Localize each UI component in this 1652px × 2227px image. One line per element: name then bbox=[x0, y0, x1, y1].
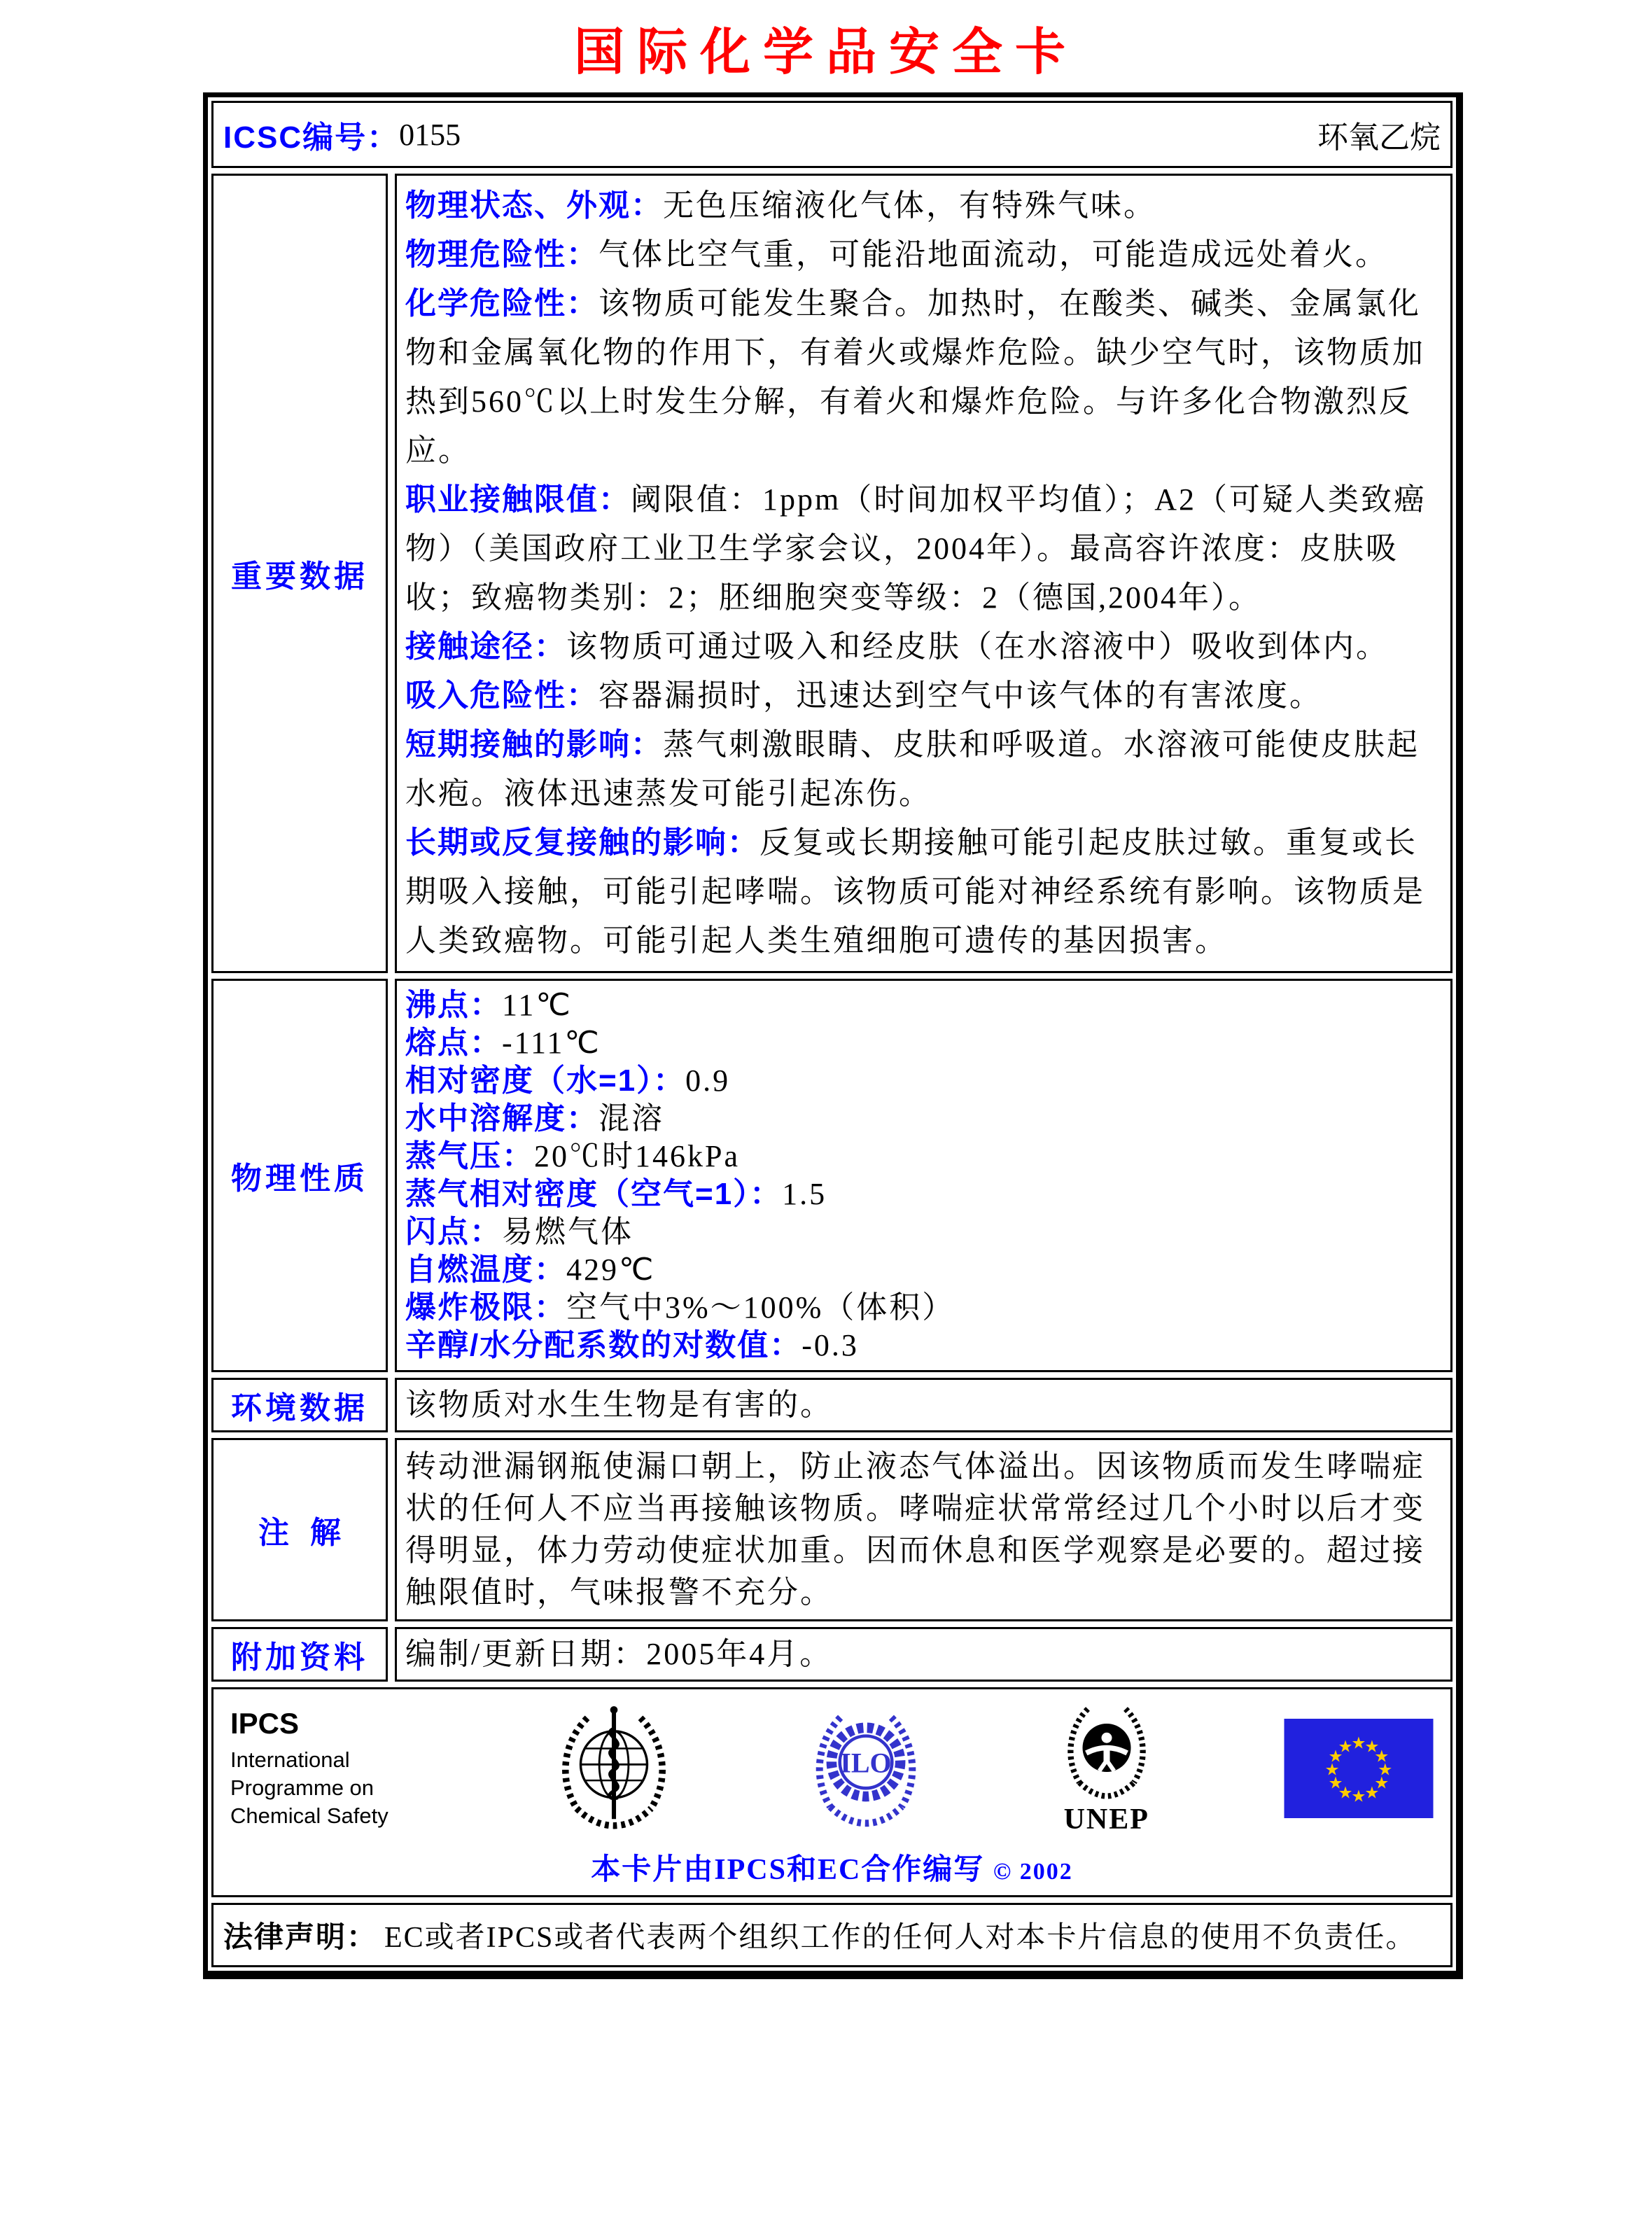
property-entry bbox=[405, 1327, 1442, 1364]
additional-info-content: 编制/更新日期：2005年4月。 bbox=[395, 1627, 1452, 1682]
svg-text:★: ★ bbox=[1364, 1738, 1380, 1757]
property-label: 爆炸极限： bbox=[405, 1290, 566, 1325]
entry-text: 蒸气刺激眼睛、皮肤和呼吸道。水溶液可能使皮肤起水疱。液体迅速蒸发可能引起冻伤。 bbox=[405, 727, 1420, 811]
property-value: 429℃ bbox=[566, 1252, 656, 1287]
data-entry bbox=[405, 279, 1442, 475]
svg-text:★: ★ bbox=[1338, 1738, 1353, 1757]
ipcs-block bbox=[230, 1707, 426, 1830]
svg-text:★: ★ bbox=[1374, 1774, 1390, 1793]
property-label: 熔点： bbox=[405, 1026, 502, 1060]
property-label: 辛醇/水分配系数的对数值： bbox=[405, 1328, 802, 1362]
who-logo-icon bbox=[547, 1702, 680, 1835]
entry-label: 接触途径： bbox=[405, 629, 566, 664]
important-data-row-label: 重要数据 bbox=[211, 174, 388, 973]
property-entry bbox=[405, 1100, 1442, 1138]
environmental-data-row bbox=[211, 1378, 1452, 1432]
property-entry bbox=[405, 1251, 1442, 1289]
unep-logo-block bbox=[1051, 1701, 1163, 1836]
property-label: 蒸气压： bbox=[405, 1139, 534, 1173]
important-data-row bbox=[211, 174, 1452, 973]
property-value: 易燃气体 bbox=[502, 1215, 634, 1249]
legal-text: EC或者IPCS或者代表两个组织工作的任何人对本卡片信息的使用不负责任。 bbox=[384, 1922, 1417, 1954]
eu-flag-icon bbox=[1284, 1719, 1434, 1818]
property-value: 空气中3%～100%（体积） bbox=[566, 1290, 955, 1325]
unep-logo-icon bbox=[1051, 1701, 1163, 1806]
legal-row bbox=[211, 1903, 1452, 1967]
environmental-data-row-label: 环境数据 bbox=[211, 1378, 388, 1432]
entry-text: 该物质可能发生聚合。加热时，在酸类、碱类、金属氯化物和金属氧化物的作用下，有着火或爆炸危险。缺少空气时，该物质加热到560℃以上时发生分解，有着火和爆炸危险。与许多化合物激烈反应。 bbox=[405, 286, 1425, 468]
additional-info-row-label: 附加资料 bbox=[211, 1627, 388, 1682]
property-entry bbox=[405, 1213, 1442, 1251]
property-entry bbox=[405, 1289, 1442, 1327]
svg-text:★: ★ bbox=[1328, 1747, 1343, 1766]
entry-text: 阈限值：1ppm（时间加权平均值）；A2（可疑人类致癌物）（美国政府工业卫生学家会议，2004年）。最高容许浓度：皮肤吸收；致癌物类别：2；胚细胞突变等级：2（德国,2004年）。 bbox=[405, 482, 1427, 615]
property-label: 水中溶解度： bbox=[405, 1101, 598, 1136]
cooperation-credit bbox=[230, 1846, 1434, 1888]
property-value: 11℃ bbox=[502, 988, 573, 1022]
property-entry bbox=[405, 1175, 1442, 1213]
additional-info-row bbox=[211, 1627, 1452, 1682]
important-data-content bbox=[395, 174, 1452, 973]
property-entry bbox=[405, 1024, 1442, 1062]
icsc-card-page bbox=[0, 11, 1652, 2227]
page-title: 国际化学品安全卡 bbox=[573, 25, 1078, 81]
ilo-logo-icon bbox=[802, 1705, 930, 1832]
icsc-card-table bbox=[203, 92, 1463, 1979]
property-label: 闪点： bbox=[405, 1215, 502, 1249]
chemical-name: 环氧乙烷 bbox=[1317, 120, 1441, 155]
svg-text:★: ★ bbox=[1324, 1761, 1340, 1780]
data-entry bbox=[405, 622, 1442, 671]
entry-text: 该物质可通过吸入和经皮肤（在水溶液中）吸收到体内。 bbox=[566, 629, 1389, 664]
legal-cell bbox=[211, 1903, 1452, 1967]
logos-row bbox=[211, 1687, 1452, 1897]
svg-text:★: ★ bbox=[1364, 1784, 1380, 1803]
entry-label: 短期接触的影响： bbox=[405, 727, 663, 762]
ilo-monogram: ILO bbox=[839, 1747, 892, 1779]
svg-text:★: ★ bbox=[1351, 1734, 1366, 1753]
unep-label: UNEP bbox=[1063, 1803, 1149, 1836]
entry-text: 反复或长期接触可能引起皮肤过敏。重复或长期吸入接触，可能引起哮喘。该物质可能对神经系统有影响。该物质是人类致癌物。可能引起人类生殖细胞可遗传的基因损害。 bbox=[405, 825, 1425, 958]
data-entry bbox=[405, 818, 1442, 965]
svg-text:★: ★ bbox=[1378, 1761, 1393, 1780]
notes-row-label: 注解 bbox=[211, 1438, 388, 1621]
data-entry bbox=[405, 475, 1442, 622]
data-entry bbox=[405, 671, 1442, 720]
property-value: 1.5 bbox=[782, 1177, 827, 1211]
property-entry bbox=[405, 1062, 1442, 1100]
copyright-text: © 2002 bbox=[993, 1859, 1073, 1885]
property-value: 0.9 bbox=[685, 1063, 731, 1098]
data-entry bbox=[405, 230, 1442, 279]
icsc-number-group bbox=[223, 112, 461, 157]
legal-label: 法律声明： bbox=[223, 1920, 378, 1953]
logos-strip bbox=[230, 1701, 1434, 1836]
icsc-number-label: ICSC编号： bbox=[223, 120, 400, 155]
ipcs-acronym: IPCS bbox=[230, 1707, 300, 1740]
entry-text: 容器漏损时，迅速达到空气中该气体的有害浓度。 bbox=[598, 678, 1322, 713]
credit-text: 本卡片由IPCS和EC合作编写 bbox=[591, 1854, 985, 1886]
entry-label: 吸入危险性： bbox=[405, 678, 598, 713]
header-cell bbox=[211, 101, 1452, 168]
entry-label: 物理状态、外观： bbox=[405, 188, 663, 223]
entry-text: 气体比空气重，可能沿地面流动，可能造成远处着火。 bbox=[598, 237, 1388, 272]
physical-properties-row bbox=[211, 979, 1452, 1372]
property-label: 自燃温度： bbox=[405, 1252, 566, 1287]
ipcs-full-name: International Programme on Chemical Safety bbox=[230, 1747, 388, 1828]
data-entry bbox=[405, 720, 1442, 818]
entry-label: 化学危险性： bbox=[405, 286, 598, 321]
entry-label: 职业接触限值： bbox=[405, 482, 631, 517]
svg-text:★: ★ bbox=[1338, 1784, 1353, 1803]
notes-content: 转动泄漏钢瓶使漏口朝上，防止液态气体溢出。因该物质而发生哮喘症状的任何人不应当再接触该物质。哮喘症状常常经过几个小时以后才变得明显，体力劳动使症状加重。因而休息和医学观察是必要的。超过接触限值时，气味报警不充分。 bbox=[395, 1438, 1452, 1621]
entry-text: 无色压缩液化气体，有特殊气味。 bbox=[663, 188, 1156, 223]
physical-properties-content bbox=[395, 979, 1452, 1372]
property-label: 相对密度（水=1）： bbox=[405, 1063, 686, 1098]
svg-text:★: ★ bbox=[1374, 1747, 1390, 1766]
property-label: 沸点： bbox=[405, 988, 502, 1022]
physical-properties-row-label: 物理性质 bbox=[211, 979, 388, 1372]
property-label: 蒸气相对密度（空气=1）： bbox=[405, 1177, 783, 1211]
svg-text:★: ★ bbox=[1328, 1774, 1343, 1793]
property-value: 混溶 bbox=[598, 1101, 664, 1136]
property-value: -111℃ bbox=[502, 1026, 601, 1060]
property-entry bbox=[405, 1138, 1442, 1175]
notes-row bbox=[211, 1438, 1452, 1621]
data-entry bbox=[405, 181, 1442, 230]
icsc-number-value: 0155 bbox=[399, 117, 461, 152]
property-value: -0.3 bbox=[802, 1328, 859, 1362]
entry-label: 长期或反复接触的影响： bbox=[405, 825, 760, 860]
environmental-data-content: 该物质对水生生物是有害的。 bbox=[395, 1378, 1452, 1432]
svg-text:★: ★ bbox=[1351, 1787, 1366, 1806]
logos-cell bbox=[211, 1687, 1452, 1897]
property-entry bbox=[405, 986, 1442, 1024]
entry-label: 物理危险性： bbox=[405, 237, 598, 272]
property-value: 20℃时146kPa bbox=[534, 1139, 740, 1173]
header-row bbox=[211, 101, 1452, 168]
